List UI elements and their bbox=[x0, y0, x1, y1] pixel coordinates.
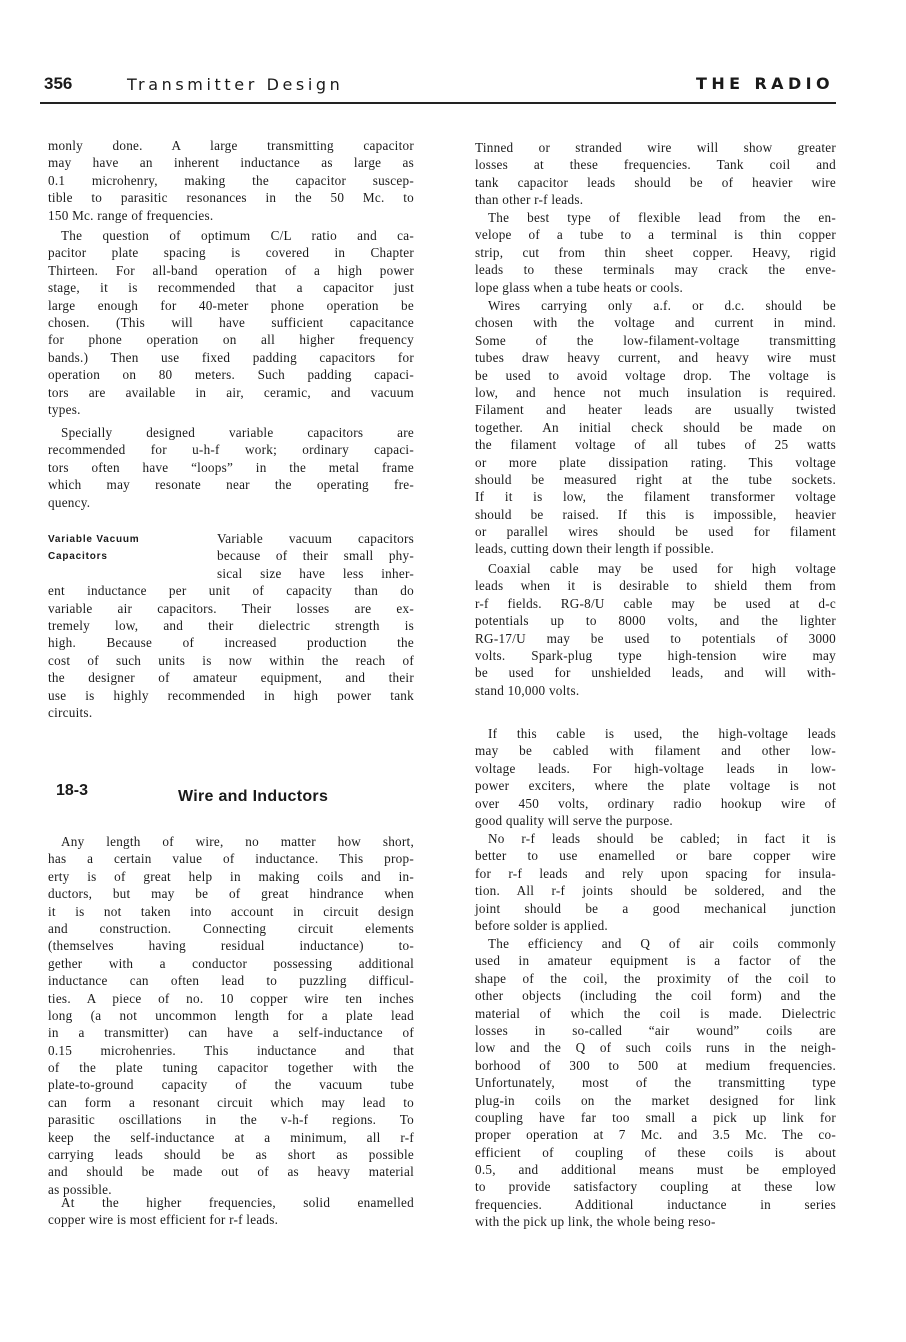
text-line: tubes draw heavy current, and heavy wire must bbox=[475, 350, 836, 366]
text-line: Variable vacuum capacitors bbox=[217, 531, 414, 546]
text-line: If this cable is used, the high-voltage leads bbox=[488, 726, 836, 741]
text-line: for phone operation on all higher frequency bbox=[48, 332, 414, 348]
text-line: has a certain value of inductance. This prop- bbox=[48, 851, 414, 867]
text-line: low and the Q of such coils runs in the neigh- bbox=[475, 1040, 836, 1056]
text-line: circuits. bbox=[48, 704, 93, 720]
text-line: chosen with the voltage and current in mind. bbox=[475, 315, 836, 331]
text-line: velope of a tube to a terminal is thin copper bbox=[475, 227, 836, 243]
text-line: No r-f leads should be cabled; in fact it is bbox=[488, 831, 836, 846]
paragraph bbox=[475, 209, 836, 296]
text-line: ductors, but may be of great hindrance when bbox=[48, 886, 414, 902]
side-heading-line: Variable Vacuum bbox=[48, 534, 140, 545]
text-line: Any length of wire, no matter how short, bbox=[61, 834, 414, 849]
text-line: be used to avoid voltage drop. The voltage is bbox=[475, 367, 836, 383]
text-line: RG-17/U may be used to potentials of 3000 bbox=[475, 630, 836, 646]
text-line: (themselves having residual inductance) to- bbox=[48, 938, 414, 954]
text-line: Specially designed variable capacitors are bbox=[61, 425, 414, 440]
text-line: quency. bbox=[48, 494, 91, 510]
text-line: than other r-f leads. bbox=[475, 192, 584, 208]
text-line: 0.1 microhenry, making the capacitor suscep- bbox=[48, 172, 414, 188]
text-line: may have an inherent inductance as large as bbox=[48, 155, 414, 171]
paragraph bbox=[48, 530, 414, 721]
side-heading-line: Capacitors bbox=[48, 551, 108, 562]
text-line: 150 Mc. range of frequencies. bbox=[48, 207, 214, 223]
text-line: because of their small phy- bbox=[217, 548, 414, 564]
text-line: cost of such units is now within the reach of bbox=[48, 652, 414, 668]
text-line: with the pick up link, the whole being reso- bbox=[475, 1214, 716, 1230]
text-line: borhood of 300 to 500 at medium frequencies. bbox=[475, 1057, 836, 1073]
text-line: The efficiency and Q of air coils commonly bbox=[488, 936, 836, 951]
text-line: parasitic oscillations in the v-h-f regions. To bbox=[48, 1112, 414, 1128]
text-line: tank capacitor leads should be of heavier wire bbox=[475, 174, 836, 190]
text-line: used in amateur equipment is a factor of the bbox=[475, 953, 836, 969]
text-line: carrying leads should be as short as possible bbox=[48, 1147, 414, 1163]
text-line: leads to these terminals may crack the enve- bbox=[475, 262, 836, 278]
paragraph bbox=[475, 935, 836, 1231]
text-line: proper operation at 7 Mc. and 3.5 Mc. The co- bbox=[475, 1127, 836, 1143]
text-line: tors are available in air, ceramic, and vacuum bbox=[48, 384, 414, 400]
text-line: Filament and heater leads are usually twisted bbox=[475, 402, 836, 418]
paragraph bbox=[475, 725, 836, 829]
text-line: over 450 volts, ordinary radio hookup wire of bbox=[475, 795, 836, 811]
text-line: strip, cut from thin sheet copper. Heavy, rigid bbox=[475, 244, 836, 260]
text-line: plate-to-ground capacity of the vacuum tube bbox=[48, 1077, 414, 1093]
text-line: sical size have less inher- bbox=[217, 565, 414, 581]
text-line: gether with a conductor possessing additional bbox=[48, 955, 414, 971]
text-line: long (a not uncommon length for a plate lead bbox=[48, 1007, 414, 1023]
text-line: ties. A piece of no. 10 copper wire ten inches bbox=[48, 990, 414, 1006]
section-title: Wire and Inductors bbox=[178, 788, 329, 805]
text-line: use is highly recommended in high power tank bbox=[48, 687, 414, 703]
text-line: At the higher frequencies, solid enamelled bbox=[61, 1195, 414, 1210]
text-line: chosen. (This will have sufficient capacitance bbox=[48, 314, 414, 330]
text-line: Thirteen. For all-band operation of a high power bbox=[48, 262, 414, 278]
text-line: the filament voltage of all tubes of 25 watts bbox=[475, 437, 836, 453]
text-line: and should be made out of as heavy material bbox=[48, 1164, 414, 1180]
text-line: ent inductance per unit of capacity than do bbox=[48, 583, 414, 599]
paragraph bbox=[475, 297, 836, 558]
text-line: or more plate dissipation rating. This voltage bbox=[475, 454, 836, 470]
text-line: and construction. Connecting circuit elements bbox=[48, 920, 414, 936]
text-line: stage, it is recommended that a capacitor just bbox=[48, 280, 414, 296]
text-line: may be cabled with filament and other low- bbox=[475, 743, 836, 759]
text-line: Unfortunately, most of the transmitting type bbox=[475, 1075, 836, 1091]
text-line: large enough for 40-meter phone operation be bbox=[48, 297, 414, 313]
text-line: keep the self-inductance at a minimum, all r-f bbox=[48, 1129, 414, 1145]
header-rule bbox=[40, 102, 836, 104]
text-line: bands.) Then use fixed padding capacitors for bbox=[48, 349, 414, 365]
text-line: volts. Spark-plug type high-tension wire may bbox=[475, 647, 836, 663]
text-line: before solder is applied. bbox=[475, 917, 608, 933]
text-line: leads, cutting down their length if possible. bbox=[475, 541, 715, 557]
text-line: better to use enamelled or bare copper wire bbox=[475, 848, 836, 864]
text-line: material of which the coil is made. Dielectric bbox=[475, 1005, 836, 1021]
paragraph bbox=[475, 830, 836, 934]
paragraph bbox=[475, 560, 836, 699]
paragraph bbox=[48, 424, 414, 511]
text-line: coupling have far too small a pick up link for bbox=[475, 1109, 836, 1125]
paragraph bbox=[48, 1194, 414, 1229]
text-line: Wires carrying only a.f. or d.c. should be bbox=[488, 298, 836, 313]
text-line: high. Because of increased production the bbox=[48, 635, 414, 651]
running-book-title: THE RADIO bbox=[696, 74, 834, 93]
section-number: 18-3 bbox=[56, 782, 89, 799]
paragraph bbox=[475, 139, 836, 209]
text-line: frequencies. Additional inductance in series bbox=[475, 1196, 836, 1212]
text-line: monly done. A large transmitting capacitor bbox=[48, 138, 414, 153]
text-line: lope glass when a tube heats or cools. bbox=[475, 279, 683, 295]
text-line: it is not taken into account in circuit design bbox=[48, 903, 414, 919]
text-line: together. An initial check should be made on bbox=[475, 419, 836, 435]
running-section-title: Transmitter Design bbox=[127, 75, 344, 94]
text-line: pacitor plate spacing is covered in Chapter bbox=[48, 245, 414, 261]
text-line: or parallel wires should be used for filament bbox=[475, 524, 836, 540]
text-line: for r-f leads and rely upon spacing for insula- bbox=[475, 865, 836, 881]
text-line: 0.5, and additional means must be employed bbox=[475, 1162, 836, 1178]
text-line: If it is low, the filament transformer voltage bbox=[475, 489, 836, 505]
text-line: operation on 80 meters. Such padding capaci- bbox=[48, 367, 414, 383]
text-line: Tinned or stranded wire will show greater bbox=[475, 140, 836, 155]
text-line: erty is of great help in making coils and in- bbox=[48, 868, 414, 884]
text-line: should be measured right at the tube sockets. bbox=[475, 471, 836, 487]
text-line: low, and hence not much insulation is required. bbox=[475, 384, 836, 400]
text-line: good quality will serve the purpose. bbox=[475, 812, 673, 828]
text-line: to provide satisfactory coupling at these low bbox=[475, 1179, 836, 1195]
text-line: can form a resonant circuit which may lead to bbox=[48, 1094, 414, 1110]
text-line: variable air capacitors. Their losses are ex- bbox=[48, 600, 414, 616]
text-line: losses in so-called “air wound” coils are bbox=[475, 1022, 836, 1038]
text-line: of the plate tuning capacitor together with the bbox=[48, 1060, 414, 1076]
paragraph bbox=[48, 227, 414, 418]
text-line: efficient of coupling of these coils is about bbox=[475, 1144, 836, 1160]
text-line: tremely low, and their dielectric strength is bbox=[48, 617, 414, 633]
text-line: The question of optimum C/L ratio and ca- bbox=[61, 228, 414, 243]
text-line: joint should be a good mechanical junction bbox=[475, 900, 836, 916]
text-line: The best type of flexible lead from the en- bbox=[488, 210, 836, 225]
text-line: in a transmitter) can have a self-inductance of bbox=[48, 1025, 414, 1041]
text-line: be used for unshielded leads, and will with- bbox=[475, 665, 836, 681]
text-line: voltage leads. For high-voltage leads in low- bbox=[475, 760, 836, 776]
text-line: the designer of amateur equipment, and their bbox=[48, 670, 414, 686]
text-line: inductance can often lead to puzzling difficul- bbox=[48, 973, 414, 989]
text-line: losses at these frequencies. Tank coil and bbox=[475, 157, 836, 173]
text-line: as possible. bbox=[48, 1181, 112, 1197]
text-line: recommended for u-h-f work; ordinary capaci- bbox=[48, 442, 414, 458]
text-line: leads when it is desirable to shield them from bbox=[475, 578, 836, 594]
text-line: shape of the coil, the proximity of the coil to bbox=[475, 970, 836, 986]
text-line: tors often have “loops” in the metal frame bbox=[48, 459, 414, 475]
text-line: tible to parasitic resonances in the 50 Mc. to bbox=[48, 190, 414, 206]
page-number: 356 bbox=[44, 74, 73, 93]
text-line: other objects (including the coil form) and the bbox=[475, 988, 836, 1004]
text-line: copper wire is most efficient for r-f leads. bbox=[48, 1212, 279, 1228]
text-line: Some of the low-filament-voltage transmitting bbox=[475, 332, 836, 348]
text-line: r-f fields. RG-8/U cable may be used at d-c bbox=[475, 595, 836, 611]
text-line: Coaxial cable may be used for high voltage bbox=[488, 561, 836, 576]
text-line: power exciters, where the plate voltage is not bbox=[475, 778, 836, 794]
text-line: potentials up to 8000 volts, and the lighter bbox=[475, 613, 836, 629]
text-line: stand 10,000 volts. bbox=[475, 682, 580, 698]
text-line: which may resonate near the operating fre- bbox=[48, 477, 414, 493]
text-line: 0.15 microhenries. This inductance and that bbox=[48, 1042, 414, 1058]
paragraph bbox=[48, 833, 414, 1198]
text-line: should be raised. If this is impossible, heavier bbox=[475, 506, 836, 522]
paragraph bbox=[48, 137, 414, 224]
text-line: types. bbox=[48, 401, 81, 417]
text-line: plug-in coils on the market designed for link bbox=[475, 1092, 836, 1108]
text-line: tion. All r-f joints should be soldered, and the bbox=[475, 883, 836, 899]
